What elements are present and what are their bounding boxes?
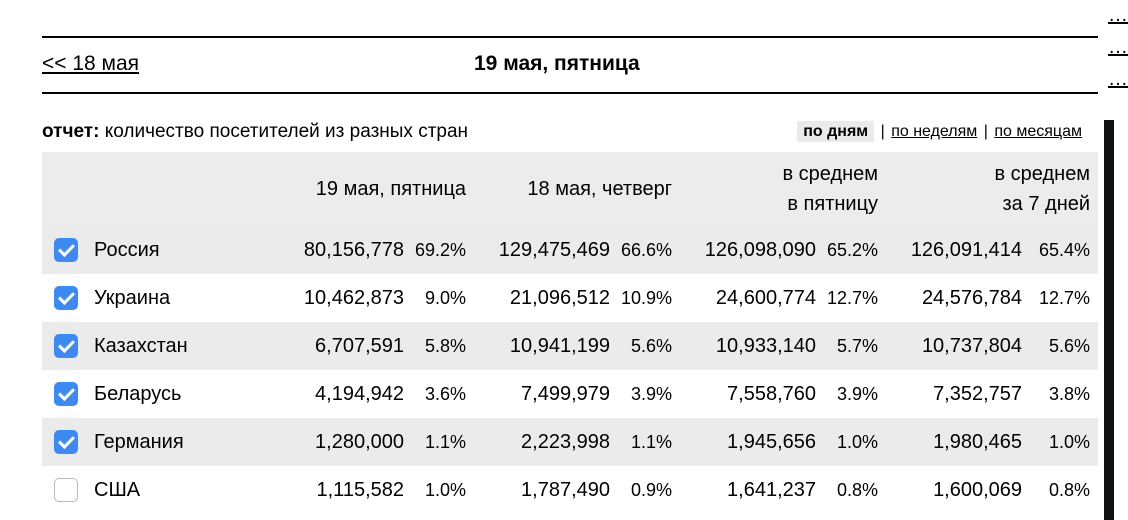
checkbox-cell xyxy=(42,466,90,514)
value-current-day: 10,462,873 xyxy=(303,286,404,309)
pct-avg-7days: 5.6% xyxy=(1049,335,1091,356)
value-avg-7days: 7,352,757 xyxy=(933,382,1023,405)
pct-current-day: 1.0% xyxy=(424,479,467,500)
bottom-divider xyxy=(42,92,1098,94)
report-label xyxy=(42,121,468,143)
pct-avg-weekday: 5.7% xyxy=(837,335,879,356)
country-name: Казахстан xyxy=(94,334,188,357)
period-by-months[interactable]: по месяцам xyxy=(994,123,1082,140)
checkbox-cell xyxy=(42,322,90,370)
pct-avg-weekday: 1.0% xyxy=(837,431,879,452)
row-checkbox[interactable] xyxy=(54,382,78,406)
checkbox-cell xyxy=(42,274,90,322)
report-label-bold: отчет: xyxy=(42,121,100,142)
value-prev-day: 21,096,512 xyxy=(509,286,611,309)
period-by-weeks[interactable]: по неделям xyxy=(891,123,978,140)
value-prev-day: 7,499,979 xyxy=(521,382,611,405)
value-avg-weekday: 10,933,140 xyxy=(715,334,817,357)
value-avg-weekday: 7,558,760 xyxy=(727,382,817,405)
table-row xyxy=(42,466,1098,514)
pct-prev-day: 3.9% xyxy=(631,383,673,404)
header-line: за 7 дней xyxy=(1002,193,1091,215)
country-name: Украина xyxy=(94,286,171,309)
pct-current-day: 69.2% xyxy=(414,239,467,260)
value-avg-weekday: 24,600,774 xyxy=(715,286,817,309)
scrollbar[interactable] xyxy=(1104,120,1114,520)
pct-prev-day: 66.6% xyxy=(620,239,673,260)
pct-avg-7days: 1.0% xyxy=(1049,431,1091,452)
value-avg-weekday: 1,641,237 xyxy=(727,478,817,501)
country-name: Германия xyxy=(94,430,184,453)
value-prev-day: 129,475,469 xyxy=(498,238,611,261)
checkbox-cell xyxy=(42,370,90,418)
pct-avg-7days: 0.8% xyxy=(1049,479,1091,500)
report-label-text: количество посетителей из разных стран xyxy=(99,121,469,142)
pct-prev-day: 10.9% xyxy=(620,287,673,308)
period-separator: | xyxy=(983,123,988,140)
value-prev-day: 10,941,199 xyxy=(509,334,611,357)
pct-avg-weekday: 65.2% xyxy=(827,239,879,260)
value-current-day: 4,194,942 xyxy=(315,382,404,405)
header-checkbox-col xyxy=(42,152,90,226)
value-prev-day: 2,223,998 xyxy=(521,430,611,453)
value-avg-7days: 24,576,784 xyxy=(921,286,1023,309)
top-divider xyxy=(42,36,1098,38)
header-country-col xyxy=(90,152,268,226)
checkbox-cell xyxy=(42,226,90,274)
pct-avg-weekday: 12.7% xyxy=(827,287,879,308)
pct-avg-7days: 3.8% xyxy=(1049,383,1091,404)
countries-table xyxy=(42,152,1098,514)
row-checkbox[interactable] xyxy=(54,478,78,502)
pct-current-day: 5.8% xyxy=(424,335,467,356)
edge-link-fragment[interactable]: … xyxy=(1108,4,1128,26)
pct-current-day: 9.0% xyxy=(424,287,467,308)
value-current-day: 80,156,778 xyxy=(303,238,404,261)
table-row xyxy=(42,370,1098,418)
header-prev-day: 18 мая, четверг xyxy=(527,178,673,200)
value-current-day: 6,707,591 xyxy=(315,334,404,357)
header-current-day: 19 мая, пятница xyxy=(315,178,467,200)
checkbox-cell xyxy=(42,418,90,466)
pct-prev-day: 0.9% xyxy=(631,479,673,500)
value-current-day: 1,280,000 xyxy=(315,430,404,453)
current-day-title: 19 мая, пятница xyxy=(474,52,640,75)
table-row xyxy=(42,418,1098,466)
header-avg-weekday xyxy=(680,152,886,226)
pct-prev-day: 5.6% xyxy=(631,335,673,356)
period-by-days[interactable]: по дням xyxy=(797,121,874,142)
table-row xyxy=(42,274,1098,322)
header-line: в пятницу xyxy=(787,193,879,215)
value-current-day: 1,115,582 xyxy=(316,478,404,501)
header-line: в среднем xyxy=(782,163,879,185)
value-avg-7days: 10,737,804 xyxy=(921,334,1023,357)
pct-prev-day: 1.1% xyxy=(631,431,673,452)
pct-current-day: 1.1% xyxy=(424,431,467,452)
pct-avg-7days: 12.7% xyxy=(1039,287,1091,308)
pct-avg-weekday: 3.9% xyxy=(837,383,879,404)
row-checkbox[interactable] xyxy=(54,430,78,454)
pct-current-day: 3.6% xyxy=(424,383,467,404)
pct-avg-7days: 65.4% xyxy=(1039,239,1091,260)
country-name: Беларусь xyxy=(94,382,182,405)
value-avg-7days: 1,600,069 xyxy=(933,478,1023,501)
header-line: в среднем xyxy=(994,163,1091,185)
country-name: США xyxy=(94,478,141,501)
prev-day-link[interactable]: << 18 мая xyxy=(42,52,140,75)
pct-avg-weekday: 0.8% xyxy=(837,479,879,500)
value-avg-weekday: 1,945,656 xyxy=(727,430,817,453)
value-avg-7days: 1,980,465 xyxy=(933,430,1023,453)
country-name: Россия xyxy=(94,238,160,261)
row-checkbox[interactable] xyxy=(54,334,78,358)
value-avg-weekday: 126,098,090 xyxy=(704,238,817,261)
value-prev-day: 1,787,490 xyxy=(521,478,611,501)
value-avg-7days: 126,091,414 xyxy=(910,238,1023,261)
edge-link-fragment[interactable]: … xyxy=(1108,36,1128,58)
row-checkbox[interactable] xyxy=(54,238,78,262)
period-separator: | xyxy=(880,123,885,140)
edge-link-fragment[interactable]: … xyxy=(1108,68,1128,90)
table-row xyxy=(42,322,1098,370)
table-row xyxy=(42,226,1098,274)
period-switch xyxy=(797,123,1082,141)
header-avg-7days xyxy=(886,152,1098,226)
row-checkbox[interactable] xyxy=(54,286,78,310)
table-header-row xyxy=(42,152,1098,226)
